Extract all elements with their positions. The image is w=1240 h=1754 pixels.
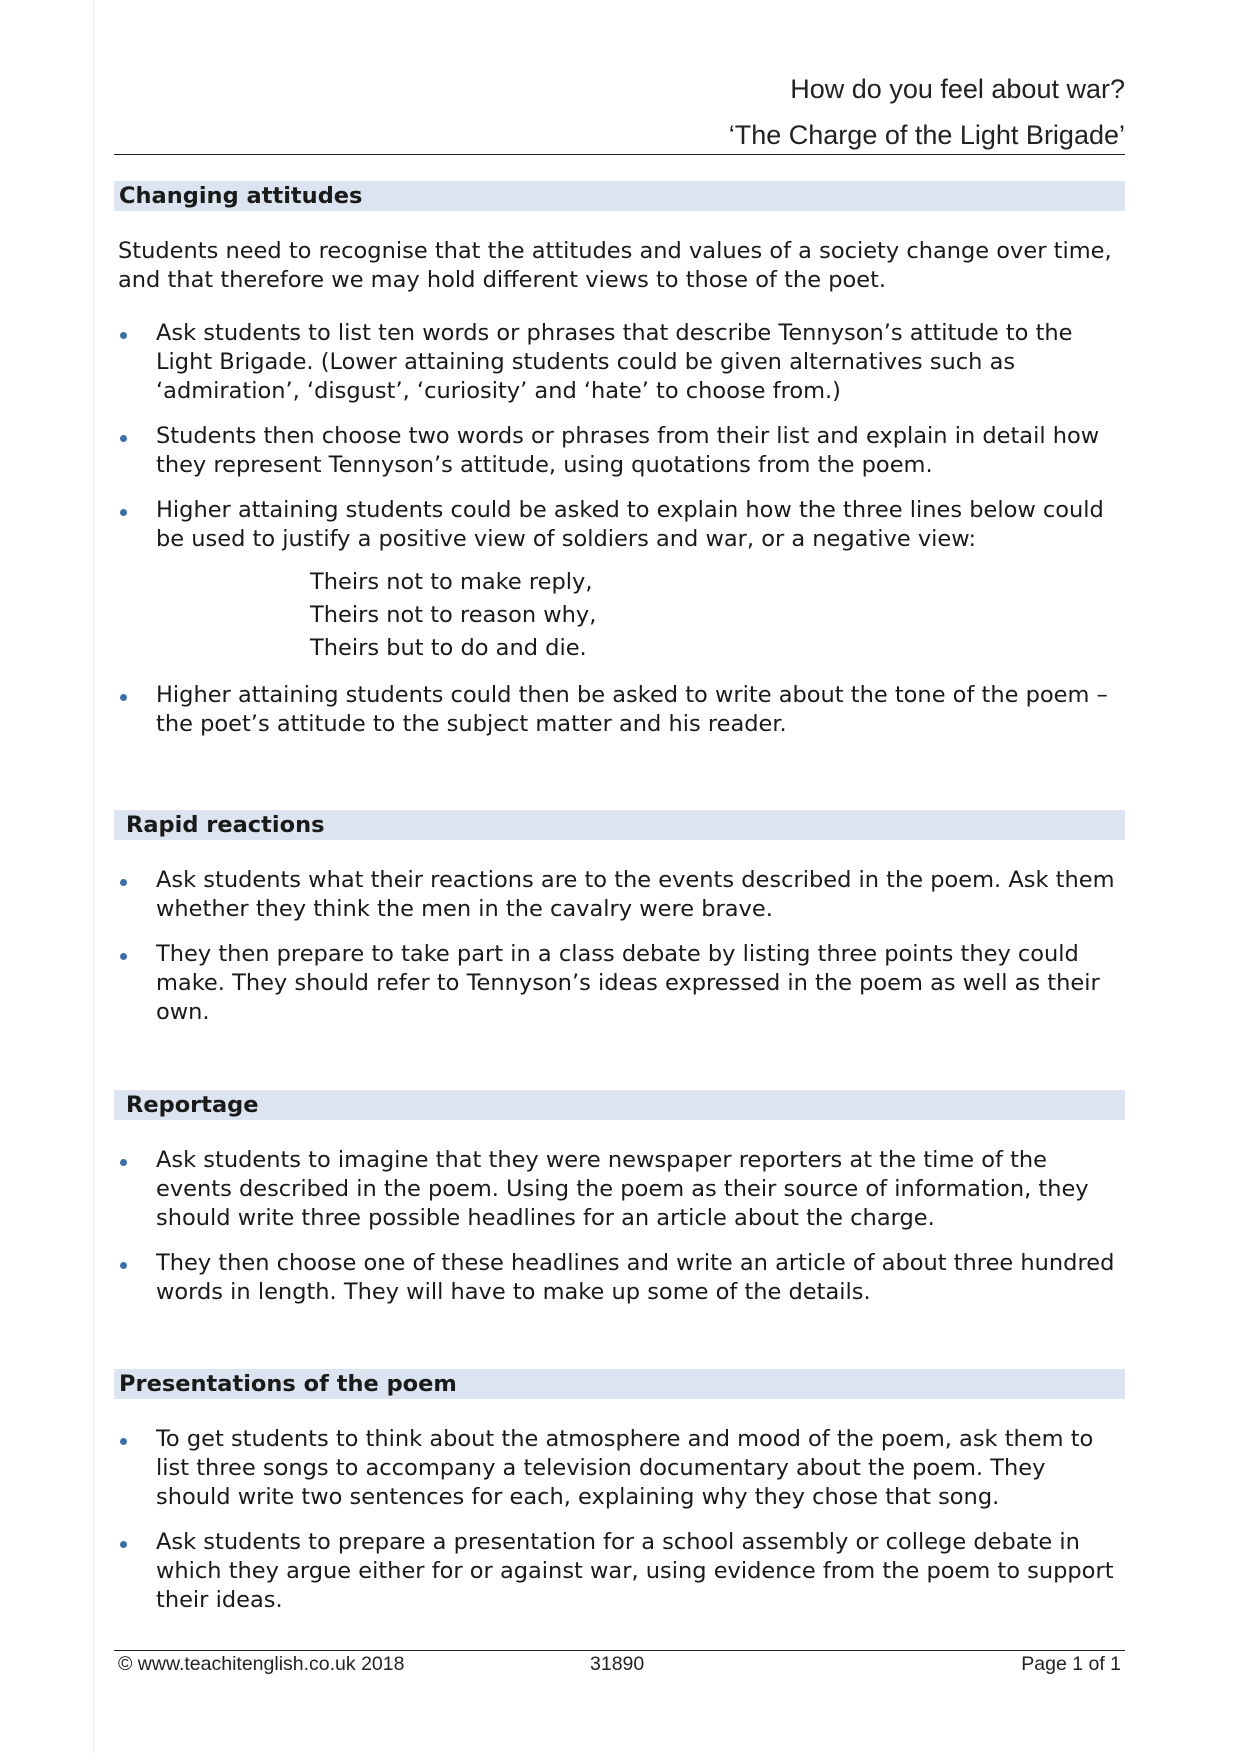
bullet-text: Ask students to list ten words or phrases that describe Tennyson’s attitude to the Light Brigade. (Lower attaining students could be given alternatives such as ‘admiration’, ‘disgust’, ‘curiosity’ and ‘hate’ to choose from.) xyxy=(156,320,1073,404)
bullet-icon xyxy=(120,1541,127,1548)
bullet-text: To get students to think about the atmosphere and mood of the poem, ask them to list three songs to accompany a television documentary about the poem. They should write two sentences for each, explaining why they chose that song. xyxy=(156,1426,1094,1510)
bullet-text: They then prepare to take part in a class debate by listing three points they could make. They should refer to Tennyson’s ideas expressed in the poem as well as their own. xyxy=(156,941,1100,1025)
bullet-text: Students then choose two words or phrases from their list and explain in detail how they represent Tennyson’s attitude, using quotations from the poem. xyxy=(156,423,1100,478)
page-edge xyxy=(93,0,94,1754)
poem-line: Theirs not to reason why, xyxy=(310,602,597,628)
page-number: Page 1 of 1 xyxy=(1021,1653,1121,1675)
page-footer xyxy=(114,1653,1125,1677)
document-title: How do you feel about war? xyxy=(790,74,1125,104)
poem-title: ‘The Charge of the Light Brigade’ xyxy=(728,120,1125,150)
list-item xyxy=(114,1146,1125,1233)
list-item xyxy=(114,681,1125,739)
list-item xyxy=(114,422,1125,480)
bullet-list xyxy=(114,1425,1125,1615)
list-item xyxy=(114,1249,1125,1307)
bullet-icon xyxy=(120,332,127,339)
poem-line: Theirs but to do and die. xyxy=(310,635,587,661)
section-heading: Changing attitudes xyxy=(114,181,1125,211)
bullet-text: Higher attaining students could be asked to explain how the three lines below could be used to justify a positive view of soldiers and war, or a negative view: xyxy=(156,497,1104,552)
bullet-icon xyxy=(120,435,127,442)
intro-paragraph: Students need to recognise that the attitudes and values of a society change over time, and that therefore we may hold different views to those of the poet. xyxy=(118,238,1112,293)
bullet-icon xyxy=(120,879,127,886)
section-reportage xyxy=(114,1090,1125,1307)
list-item xyxy=(114,319,1125,406)
bullet-text: Ask students to imagine that they were newspaper reporters at the time of the events described in the poem. Using the poem as their source of information, they should write three possible headlines for an article about the charge. xyxy=(156,1147,1089,1231)
bullet-list xyxy=(114,1146,1125,1307)
resource-code: 31890 xyxy=(590,1653,645,1675)
bullet-text: They then choose one of these headlines and write an article of about three hundred words in length. They will have to make up some of the details. xyxy=(156,1250,1115,1305)
copyright-text: © www.teachitenglish.co.uk 2018 xyxy=(118,1653,405,1675)
section-rapid-reactions xyxy=(114,810,1125,1027)
list-item xyxy=(114,496,1125,665)
bullet-text: Ask students to prepare a presentation for a school assembly or college debate in which they argue either for or against war, using evidence from the poem to support their ideas. xyxy=(156,1529,1114,1613)
poem-quotation xyxy=(310,566,1125,665)
footer-rule xyxy=(114,1650,1125,1651)
bullet-list xyxy=(114,866,1125,1027)
section-changing-attitudes xyxy=(114,181,1125,739)
bullet-icon xyxy=(120,1159,127,1166)
bullet-icon xyxy=(120,509,127,516)
list-item xyxy=(114,866,1125,924)
bullet-icon xyxy=(120,953,127,960)
section-heading: Presentations of the poem xyxy=(114,1369,1125,1399)
section-heading: Reportage xyxy=(114,1090,1125,1120)
section-heading: Rapid reactions xyxy=(114,810,1125,840)
bullet-icon xyxy=(120,1262,127,1269)
section-presentations xyxy=(114,1369,1125,1615)
list-item xyxy=(114,1528,1125,1615)
header-rule xyxy=(114,154,1125,155)
bullet-icon xyxy=(120,1438,127,1445)
bullet-icon xyxy=(120,694,127,701)
bullet-text: Ask students what their reactions are to the events described in the poem. Ask them whether they think the men in the cavalry were brave. xyxy=(156,867,1115,922)
poem-line: Theirs not to make reply, xyxy=(310,569,593,595)
bullet-text: Higher attaining students could then be asked to write about the tone of the poem – the poet’s attitude to the subject matter and his reader. xyxy=(156,682,1108,737)
list-item xyxy=(114,1425,1125,1512)
list-item xyxy=(114,940,1125,1027)
bullet-list xyxy=(114,319,1125,739)
